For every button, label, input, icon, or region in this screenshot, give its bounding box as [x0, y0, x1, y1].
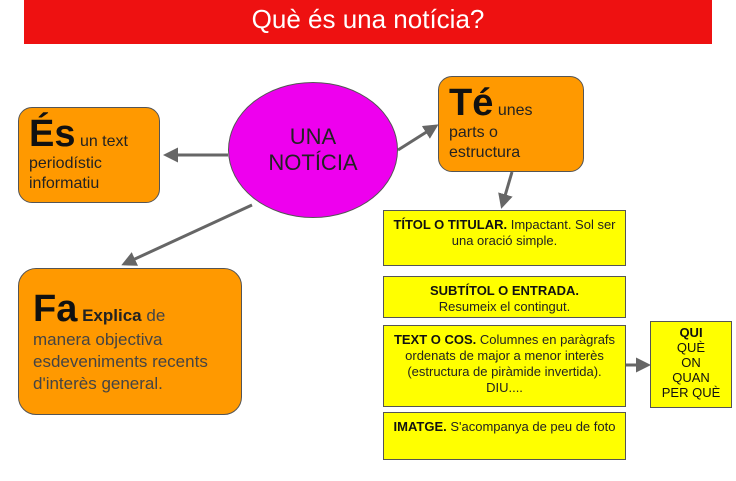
te-lead: unes: [497, 102, 533, 119]
fa-line3: esdeveniments recents: [33, 352, 208, 371]
es-keyword: És: [29, 113, 76, 155]
questions-box: [650, 321, 732, 408]
arrow-to-fa: [124, 205, 252, 264]
part-text: S'acompanya de peu de foto: [450, 419, 616, 434]
part-text: Columnes en paràgrafs ordenats de major a menor interès (estructura de piràmide invertida). DIU....: [405, 332, 616, 395]
page-title: Què és una notícia?: [251, 4, 485, 34]
part-box-cos: [383, 325, 626, 407]
center-line1: UNA: [289, 124, 337, 149]
fa-line2: manera objectiva: [33, 330, 163, 349]
part-text: Impactant. Sol ser una oració simple.: [451, 217, 616, 248]
part-box-imatge: [383, 412, 626, 460]
arrow-to-parts: [502, 172, 512, 206]
te-keyword: Té: [449, 82, 494, 124]
fa-box: [18, 268, 242, 415]
center-line2: NOTÍCIA: [268, 150, 358, 175]
question-item: QUAN: [672, 370, 710, 385]
fa-line4: d'interès general.: [33, 374, 163, 393]
part-box-subtitol: [383, 276, 626, 318]
part-text: Resumeix el contingut.: [438, 299, 571, 314]
part-label: TÍTOL O TITULAR.: [393, 217, 508, 232]
arrow-to-te: [398, 126, 436, 150]
te-line2: parts o: [449, 124, 498, 141]
fa-keyword: Fa: [33, 288, 78, 330]
es-lead: un text: [79, 133, 128, 150]
es-box: [18, 107, 160, 203]
center-node: [228, 82, 398, 218]
es-line2: periodístic: [29, 155, 102, 172]
question-item: QUÈ: [676, 340, 706, 355]
part-box-titol: [383, 210, 626, 266]
question-item: QUI: [679, 325, 703, 340]
part-label: IMATGE.: [393, 419, 447, 434]
fa-lead: de: [146, 306, 166, 325]
fa-verb: Explica: [82, 306, 142, 325]
es-line3: informatiu: [29, 175, 100, 192]
question-item: PER QUÈ: [661, 385, 721, 400]
question-item: ON: [681, 355, 701, 370]
part-label: TEXT O COS.: [393, 332, 477, 347]
te-box: [438, 76, 584, 172]
te-line3: estructura: [449, 144, 521, 161]
part-label: SUBTÍTOL O ENTRADA.: [429, 283, 580, 298]
